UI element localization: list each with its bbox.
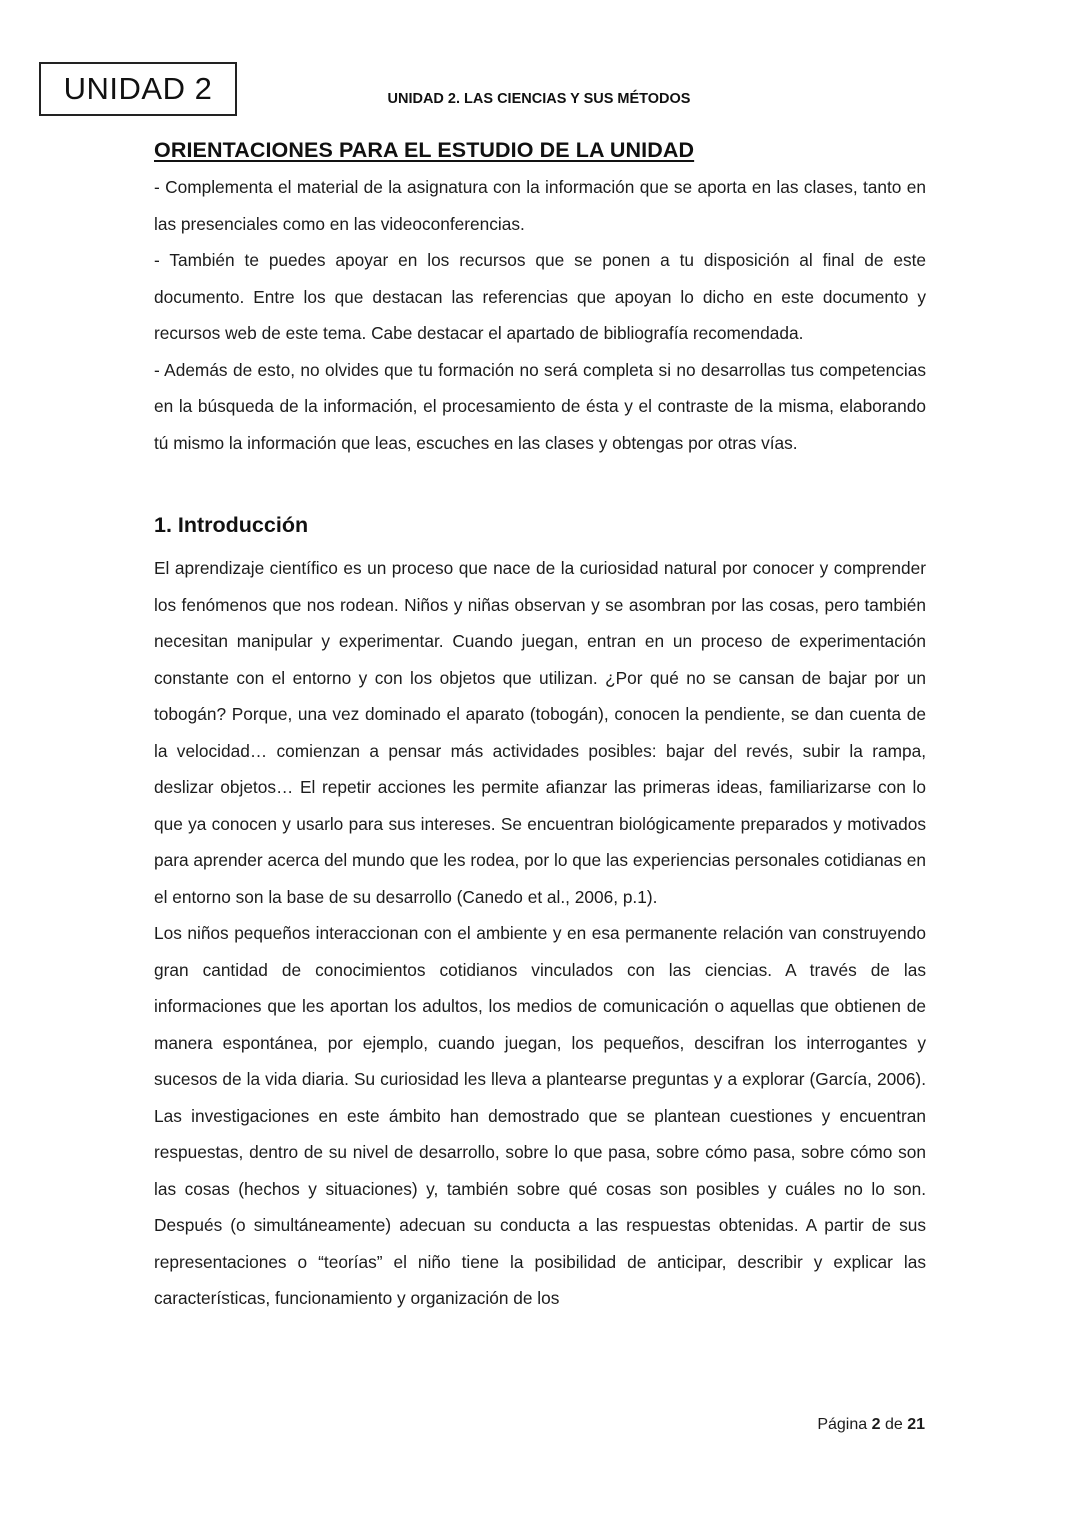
page-number-separator: de — [884, 1416, 903, 1433]
introduccion-heading: 1. Introducción — [154, 513, 309, 537]
orientaciones-item: - También te puedes apoyar en los recursos que se ponen a tu disposición al final de este documento. Entre los que destacan las referencias que apoyan lo dicho en este documento y recursos web de este tema. Cabe destacar el apartado de bibliografía recomendada. — [154, 250, 926, 343]
page-number-prefix: Página — [817, 1416, 868, 1433]
unit-label: UNIDAD 2 — [63, 71, 213, 106]
running-header — [0, 91, 1080, 107]
orientaciones-item: - Además de esto, no olvides que tu formación no será completa si no desarrollas tus competencias en la búsqueda de la información, el procesamiento de ésta y el contraste de la misma, elaborando tú mismo la información que leas, escuches en las clases y obtengas por otras vías. — [154, 359, 926, 453]
introduccion-paragraph: Los niños pequeños interaccionan con el ambiente y en esa permanente relación van construyendo gran cantidad de conocimientos cotidianos vinculados con las ciencias. A través de las informaciones que les aportan los adultos, los medios de comunicación o aquellas que obtienen de manera espontánea, por ejemplo, cuando juegan, los pequeños, descifran los interrogantes y sucesos de la vida diaria. Su curiosidad les lleva a plantearse preguntas y a explorar (García, 2006). Las investigaciones en este ámbito han demostrado que se plantean cuestiones y encuentran respuestas, dentro de su nivel de desarrollo, sobre lo que pasa, sobre cómo pasa, sobre cómo son las cosas (hechos y situaciones) y, también sobre qué cosas son posibles y cuáles no lo son. Después (o simultáneamente) adecuan su conducta a las respuestas obtenidas. A partir de sus representaciones o “teorías” el niño tiene la posibilidad de anticipar, describir y explicar las características, funcionamiento y organización de los — [154, 923, 926, 1308]
page-number-current: 2 — [871, 1416, 881, 1433]
page-number-total: 21 — [907, 1416, 925, 1433]
orientaciones-heading: ORIENTACIONES PARA EL ESTUDIO DE LA UNIDAD — [154, 138, 695, 162]
unit-label-box — [39, 62, 237, 116]
running-header-text: UNIDAD 2. LAS CIENCIAS Y SUS MÉTODOS — [387, 91, 691, 107]
page-number — [817, 1416, 925, 1434]
introduccion-paragraph: El aprendizaje científico es un proceso que nace de la curiosidad natural por conocer y comprender los fenómenos que nos rodean. Niños y niñas observan y se asombran por las cosas, pero también necesitan manipular y experimentar. Cuando juegan, entran en un proceso de experimentación constante con el entorno y con los objetos que utilizan. ¿Por qué no se cansan de bajar por un tobogán? Porque, una vez dominado el aparato (tobogán), conocen la pendiente, se dan cuenta de la velocidad… comienzan a pensar más actividades posibles: bajar del revés, subir la rampa, deslizar objetos… El repetir acciones les permite afianzar las primeras ideas, familiarizarse con lo que ya conocen y usarlo para sus intereses. Se encuentran biológicamente preparados y motivados para aprender acerca del mundo que les rodea, por lo que las experiencias personales cotidianas en el entorno son la base de su desarrollo (Canedo et al., 2006, p.1). — [154, 558, 926, 907]
page-content — [154, 138, 926, 1317]
orientaciones-item: - Complementa el material de la asignatura con la información que se aporta en las clases, tanto en las presenciales como en las videoconferencias. — [154, 177, 926, 234]
